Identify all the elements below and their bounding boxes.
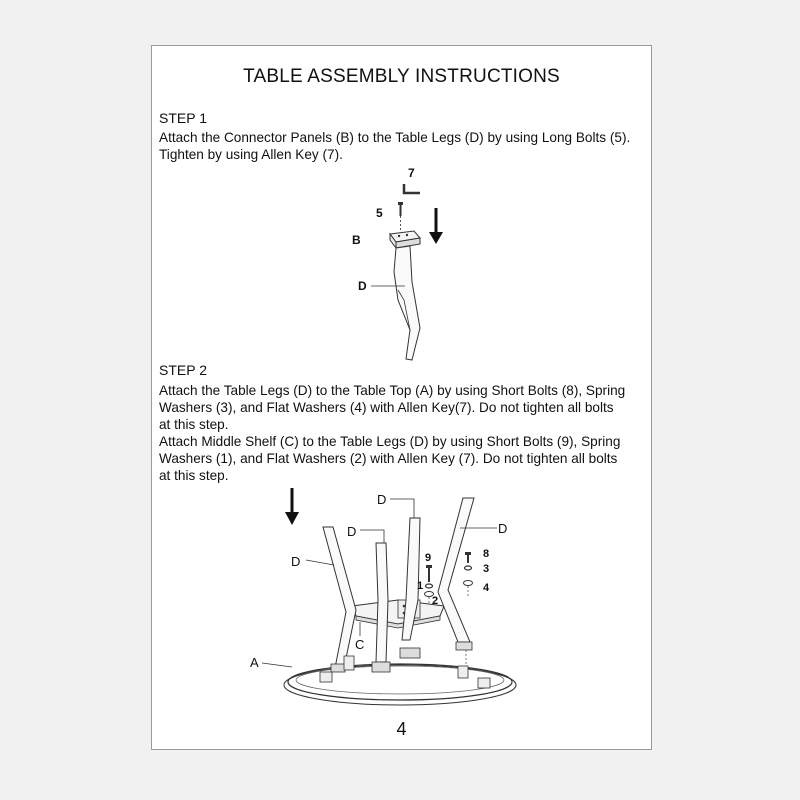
step2-label-washer-2: 2 <box>432 595 439 607</box>
step1-label-panel: B <box>352 233 361 247</box>
leader-line <box>390 499 414 518</box>
step2-label-bolt-9: 9 <box>425 552 432 564</box>
page-title: TABLE ASSEMBLY INSTRUCTIONS <box>243 66 560 87</box>
top-brackets <box>320 656 490 688</box>
step2-label-leg-right: D <box>498 521 508 536</box>
flat-washer-4-icon <box>464 581 473 597</box>
step2-label-washer-1: 1 <box>417 580 424 592</box>
middle-shelf <box>352 600 444 628</box>
short-bolt-9-icon <box>426 565 432 582</box>
step2-heading: STEP 2 <box>159 362 207 378</box>
step2-text-shelf: Attach Middle Shelf (C) to the Table Legs (D) by using Short Bolts (9), Spring Washers (1), and Flat Washers (2) with Allen Key (7). Do not tighten all bolts at this step. <box>159 434 621 483</box>
step2-label-washer-3: 3 <box>483 563 490 575</box>
table-leg-right <box>438 498 474 676</box>
step1-text: Attach the Connector Panels (B) to the Table Legs (D) by using Long Bolts (5). Tighten by using Allen Key (7). <box>159 130 631 162</box>
step2-text-legs: Attach the Table Legs (D) to the Table Top (A) by using Short Bolts (8), Spring Washers (3), and Flat Washers (4) with Allen Key(7). Do not tighten all bolts at this step. <box>159 383 626 432</box>
step2-label-leg-mid: D <box>347 524 357 539</box>
spring-washer-3-icon <box>465 566 472 570</box>
step1-label-leg: D <box>358 279 367 293</box>
step1-label-key: 7 <box>408 166 415 180</box>
step1-label-bolt: 5 <box>376 206 383 220</box>
short-bolt-8-icon <box>465 552 471 563</box>
spring-washer-1-icon <box>426 584 433 588</box>
step2-label-shelf: C <box>355 637 365 652</box>
step2-label-washer-4: 4 <box>483 582 490 594</box>
step2-label-leg-top: D <box>377 492 387 507</box>
leader-line <box>360 530 384 543</box>
table-leg-left <box>323 527 356 672</box>
leader-line <box>306 560 334 565</box>
leader-line <box>262 663 292 667</box>
page-number: 4 <box>396 719 407 739</box>
down-arrow-icon <box>285 488 299 525</box>
step2-label-bolt-8: 8 <box>483 548 490 560</box>
step2-label-top: A <box>250 655 259 670</box>
step1-heading: STEP 1 <box>159 110 207 126</box>
step2-label-leg-left: D <box>291 554 301 569</box>
